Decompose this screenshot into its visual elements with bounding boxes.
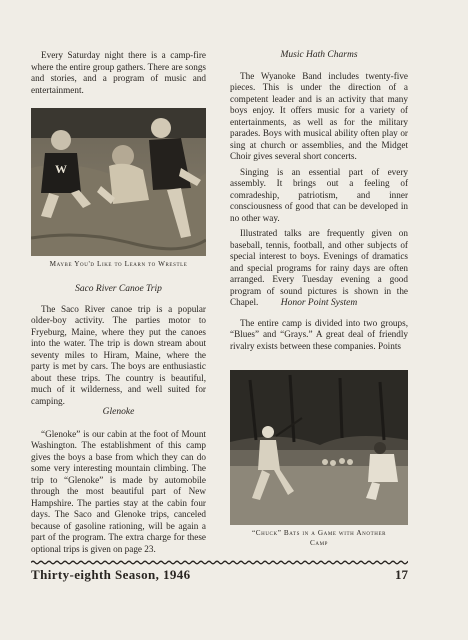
baseball-photo-caption bbox=[230, 528, 408, 548]
glenoke-section bbox=[31, 407, 206, 555]
wrestling-photo-image bbox=[31, 108, 206, 256]
baseball-caption-line-1: “Chuck” Bats in a Game with Another bbox=[251, 529, 387, 537]
honor-section bbox=[230, 298, 408, 352]
baseball-photo-image bbox=[230, 370, 408, 525]
wrestling-photo-caption: Maybe You'd Like to Learn to Wrestle bbox=[49, 260, 188, 268]
glenoke-heading: Glenoke bbox=[102, 407, 135, 417]
campfire-paragraph: Every Saturday night there is a camp-fire where the entire group gathers. There are songs and stories, and a program of music and entertainment. bbox=[31, 50, 206, 95]
baseball-caption-line-2: Camp bbox=[309, 539, 329, 547]
footer-wavy-rule bbox=[31, 560, 408, 565]
saco-heading: Saco River Canoe Trip bbox=[75, 284, 162, 294]
left-column bbox=[31, 50, 206, 96]
music-paragraph-1: The Wyanoke Band includes twenty-five pieces. This is under the direction of a competent leader and is an activity that many boys enjoy. It offers music for a variety of entertainments, as well as for the military parades. Boys with musical ability often play or sing at church or assemblies, and the Midget Choir gives several short concerts. bbox=[230, 70, 408, 161]
music-heading: Music Hath Charms bbox=[280, 50, 358, 60]
right-column bbox=[230, 50, 408, 309]
wrestling-photo bbox=[31, 108, 206, 256]
svg-text:W: W bbox=[55, 162, 67, 176]
honor-heading: Honor Point System bbox=[280, 298, 358, 308]
baseball-photo bbox=[230, 370, 408, 525]
music-paragraph-3: Illustrated talks are frequently given on baseball, tennis, football, and other subjects of special interest to boys. Evenings of dramatics and special programs for rainy days are often arranged. Every Tuesday evening a good program of sound pictures is shown in the Chapel. bbox=[230, 228, 408, 307]
honor-body: The entire camp is divided into two groups, “Blues” and “Grays.” A great deal of friendly rivalry exists between these companies. Points bbox=[230, 317, 408, 351]
glenoke-body: “Glenoke” is our cabin at the foot of Mount Washington. The establishment of this camp gives the boys a base from which they can do some very interesting mountain climbing. The trip to “Glenoke” is made by automobile through the most beautiful part of New Hampshire. The parties stay at the cabin four days. The Saco and Glenoke trips, canceled because of gasoline rationing, will be again a part of the program. The extra charge for these optional trips is given on page 23. bbox=[31, 428, 206, 554]
saco-section bbox=[31, 284, 206, 407]
page-number: 17 bbox=[395, 567, 408, 582]
footer-season-title: Thirty-eighth Season, 1946 bbox=[31, 567, 191, 582]
music-paragraph-2: Singing is an essential part of every assembly. It brings out a feeling of comradeship, patriotism, and inner consciousness of good that can be developed in no other way. bbox=[230, 166, 408, 223]
saco-body: The Saco River canoe trip is a popular older-boy activity. The parties motor to Fryeburg, Maine, where they put the canoes into the water. The trip is down stream about seventy miles to Hiram, Maine, where the party is met by cars. The boys are enthusiastic about these trips. The country is beautiful, much of it wilderness, and well suited for camping. bbox=[31, 303, 206, 406]
